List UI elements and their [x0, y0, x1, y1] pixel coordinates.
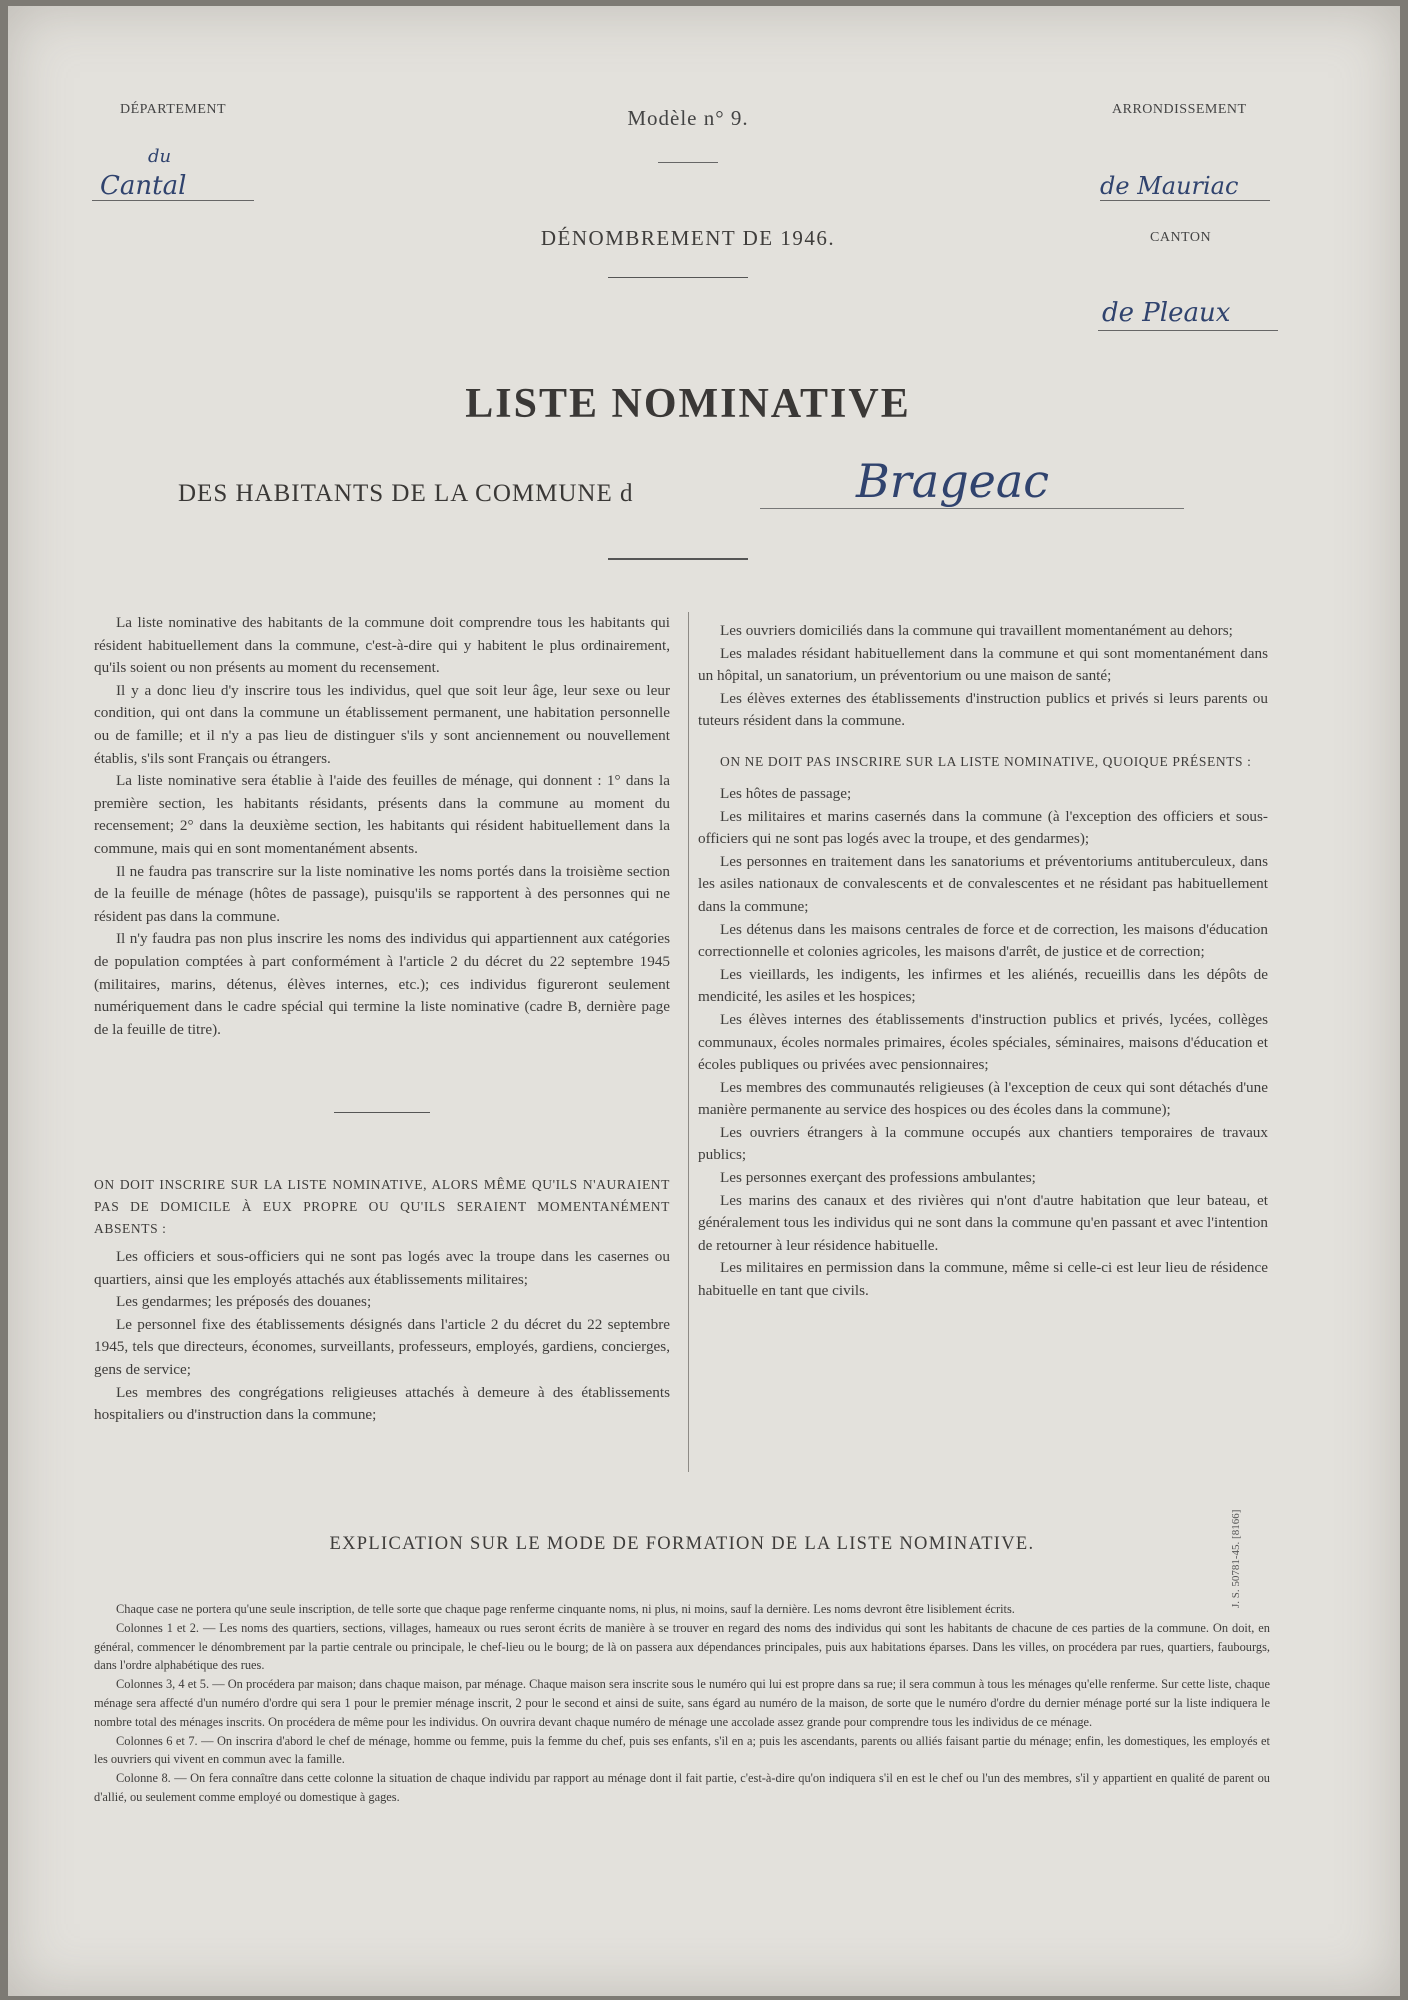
inscribe-item: Le personnel fixe des établissements désignés dans l'article 2 du décret du 22 septembre 1945, tels que directeurs, économes, surveillants, professeurs, employés, gardiens, concierges, gens de service; — [94, 1315, 670, 1378]
commune-value: Brageac — [856, 454, 1050, 508]
explication-paragraph: Colonnes 3, 4 et 5. — On procédera par maison; dans chaque maison, par ménage. Chaque maison sera inscrite sous le numéro qui lui est propre dans sa rue; il sera commun à tous les ménages qu'elle renferme. Sur cette liste, chaque ménage sera affecté d'un numéro d'ordre qui sera 1 pour le premier ménage inscrit, 2 pour le second et ainsi de suite, sans égard au numéro de la maison, de sorte que le numéro d'ordre du dernier ménage porté sur la liste indiquera le nombre total des ménages inscrits. On procédera de même pour les individus. On ouvrira devant chaque numéro de ménage une accolade assez grande pour comprendre tous les individus de ce ménage. — [94, 1677, 1270, 1729]
include-item: Les élèves externes des établissements d'instruction publics et privés si leurs parents ou tuteurs résident dans la commune. — [698, 689, 1268, 730]
arrondissement-value: de Mauriac — [1100, 172, 1239, 200]
explication-paragraph: Chaque case ne portera qu'une seule inscription, de telle sorte que chaque page renferme cinquante noms, ni plus, ni moins, sauf la dernière. Les noms devront être lisiblement écrits. — [116, 1602, 1015, 1616]
exclude-item: Les militaires en permission dans la commune, même si celle-ci est leur lieu de résidence habituelle en tant que civils. — [698, 1259, 1268, 1300]
include-item: Les ouvriers domiciliés dans la commune qui travaillent momentanément au dehors; — [720, 622, 1233, 639]
exclude-item: Les élèves internes des établissements d'instruction publics et privés, lycées, collèges communaux, écoles normales primaires, écoles spéciales, séminaires, maisons d'éducation et écoles publiques ou privées avec pensionnaires; — [698, 1010, 1268, 1074]
modele-number: Modèle n° 9. — [627, 106, 749, 130]
departement-underline — [92, 200, 254, 201]
exclude-item: Les personnes en traitement dans les sanatoriums et préventoriums antituberculeux, dans les asiles nationaux de convalescents et de convalescentes et ne résidant pas habituellement dans la commune; — [698, 852, 1268, 915]
departement-label: DÉPARTEMENT — [120, 102, 227, 117]
modele-divider — [658, 162, 718, 163]
title-divider — [608, 558, 748, 560]
intro-paragraph: Il y a donc lieu d'y inscrire tous les individus, quel que soit leur âge, leur sexe ou leur condition, qui ont dans la commune un établissement permanent, une habitation personnelle ou de famille; et il n'y a pas lieu de distinguer s'ils y sont anciennement ou nouvellement établis, s'ils sont Français ou étrangers. — [94, 681, 670, 767]
exclude-item: Les membres des communautés religieuses (à l'exception de ceux qui sont détachés d'une manière permanente au service des hospices ou des écoles dans la commune); — [698, 1078, 1268, 1119]
intro-paragraph: Il ne faudra pas transcrire sur la liste nominative les noms portés dans la troisième section de la feuille de ménage (hôtes de passage), puisqu'ils se rapportent à des personnes qui ne résident pas dans la commune. — [94, 862, 670, 925]
departement-value: Cantal — [100, 171, 187, 201]
include-item: Les malades résidant habituellement dans la commune et qui sont momentanément dans un hôpital, un sanatorium, un préventorium ou une maison de santé; — [698, 644, 1268, 685]
commune-title: DES HABITANTS DE LA COMMUNE d — [178, 480, 634, 507]
liste-nominative-title: LISTE NOMINATIVE — [465, 381, 911, 427]
exclude-item: Les vieillards, les indigents, les infirmes et les aliénés, recueillis dans les dépôts de mendicité, les asiles et les hospices; — [698, 965, 1268, 1006]
column-divider — [688, 612, 689, 1472]
inscribe-item: Les gendarmes; les préposés des douanes; — [116, 1293, 372, 1311]
left-column-intro — [94, 612, 670, 1041]
commune-underline — [760, 508, 1184, 509]
intro-paragraph: La liste nominative des habitants de la commune doit comprendre tous les habitants qui résident habituellement dans la commune, c'est-à-dire qui y habitent le plus ordinairement, qu'ils soient ou non présents au moment du recensement. — [94, 614, 670, 677]
denombrement-title: DÉNOMBREMENT DE 1946. — [540, 226, 836, 250]
exclude-heading: ON NE DOIT PAS INSCRIRE SUR LA LISTE NOMINATIVE, QUOIQUE PRÉSENTS : — [720, 753, 1252, 769]
left-column-inscribe — [94, 1174, 670, 1427]
denombrement-divider — [608, 277, 748, 278]
print-reference-note: J. S. 50781-45. [8166] — [1230, 1509, 1242, 1608]
intro-paragraph: Il n'y faudra pas non plus inscrire les noms des individus qui appartiennent aux catégories de population comptées à part conformément à l'article 2 du décret du 22 septembre 1945 (militaires, marins, détenus, élèves internes, etc.); ces individus figureront seulement numériquement dans le cadre spécial qui termine la liste nominative (cadre B, dernière page de la feuille de titre). — [94, 930, 670, 1038]
exclude-item: Les marins des canaux et des rivières qui n'ont d'autre habitation que leur bateau, et généralement tous les individus qui ne sont dans la commune qu'en passant et avec l'intention de retourner à leur résidence habituelle. — [698, 1191, 1268, 1254]
inscribe-item: Les membres des congrégations religieuses attachés à demeure à des établissements hospitaliers ou d'instruction dans la commune; — [94, 1383, 670, 1424]
explication-paragraph: Colonnes 1 et 2. — Les noms des quartiers, sections, villages, hameaux ou rues seront écrits de manière à se trouver en regard des noms des individus qui sont les habitants de chacune de ces parties de la commune. On doit, en général, commencer le dénombrement par la partie centrale ou principale, le chef-lieu ou le bourg; de là on passera aux dépendances principales, puis aux habitations éparses. Dans les villes, on procédera par rues, quartiers, faubourgs, dans l'ordre alphabétique des rues. — [94, 1620, 1270, 1673]
left-column-divider — [334, 1112, 430, 1113]
right-column — [698, 620, 1268, 1303]
document-page — [8, 6, 1400, 1996]
explication-body — [94, 1600, 1270, 1807]
canton-value: de Pleaux — [1102, 298, 1231, 328]
arrondissement-underline — [1100, 200, 1270, 201]
explication-heading: EXPLICATION SUR LE MODE DE FORMATION DE LA LISTE NOMINATIVE. — [329, 1534, 1035, 1554]
exclude-item: Les ouvriers étrangers à la commune occupés aux chantiers temporaires de travaux publics; — [698, 1123, 1268, 1164]
intro-paragraph: La liste nominative sera établie à l'aide des feuilles de ménage, qui donnent : 1° dans la première section, les habitants résidants, présents dans la commune au moment du recensement; 2° dans la deuxième section, les habitants qui résident habituellement dans la commune, mais qui en sont momentanément absents. — [94, 772, 670, 857]
canton-underline — [1098, 330, 1278, 331]
exclude-item: Les militaires et marins casernés dans la commune (à l'exception des officiers et sous-officiers qui ne sont pas logés avec la troupe, et des gendarmes); — [698, 807, 1268, 848]
canton-label: CANTON — [1150, 230, 1212, 245]
explication-paragraph: Colonne 8. — On fera connaître dans cette colonne la situation de chaque individu par rapport au ménage dont il fait partie, c'est-à-dire qu'on indiquera s'il en est le chef ou l'un des membres, s'il y appartient en qualité de parent ou d'allié, ou seulement comme employé ou domestique à gages. — [94, 1771, 1270, 1804]
exclude-item: Les hôtes de passage; — [720, 784, 852, 802]
exclude-item: Les détenus dans les maisons centrales de force et de correction, les maisons d'éducation correctionnelle et colonies agricoles, les maisons d'arrêt, de justice et de correction; — [698, 920, 1268, 961]
inscribe-heading: ON DOIT INSCRIRE SUR LA LISTE NOMINATIVE, ALORS MÊME QU'ILS N'AURAIENT PAS DE DOMICILE À EUX PROPRE OU QU'ILS SERAIENT MOMENTANÉMENT ABSENTS : — [94, 1177, 670, 1236]
inscribe-item: Les officiers et sous-officiers qui ne sont pas logés avec la troupe dans les casernes ou quartiers, ainsi que les employés attachés aux établissements militaires; — [94, 1248, 670, 1288]
exclude-item: Les personnes exerçant des professions ambulantes; — [720, 1169, 1036, 1187]
arrondissement-label: ARRONDISSEMENT — [1112, 102, 1247, 117]
explication-paragraph: Colonnes 6 et 7. — On inscrira d'abord le chef de ménage, homme ou femme, puis la femme du chef, puis ses enfants, s'il en a; puis les ascendants, parents ou alliés faisant partie du ménage; enfin, les domestiques, les employés et les ouvriers qui vivent en commun avec la famille. — [94, 1733, 1270, 1767]
departement-prefix: du — [148, 146, 172, 167]
